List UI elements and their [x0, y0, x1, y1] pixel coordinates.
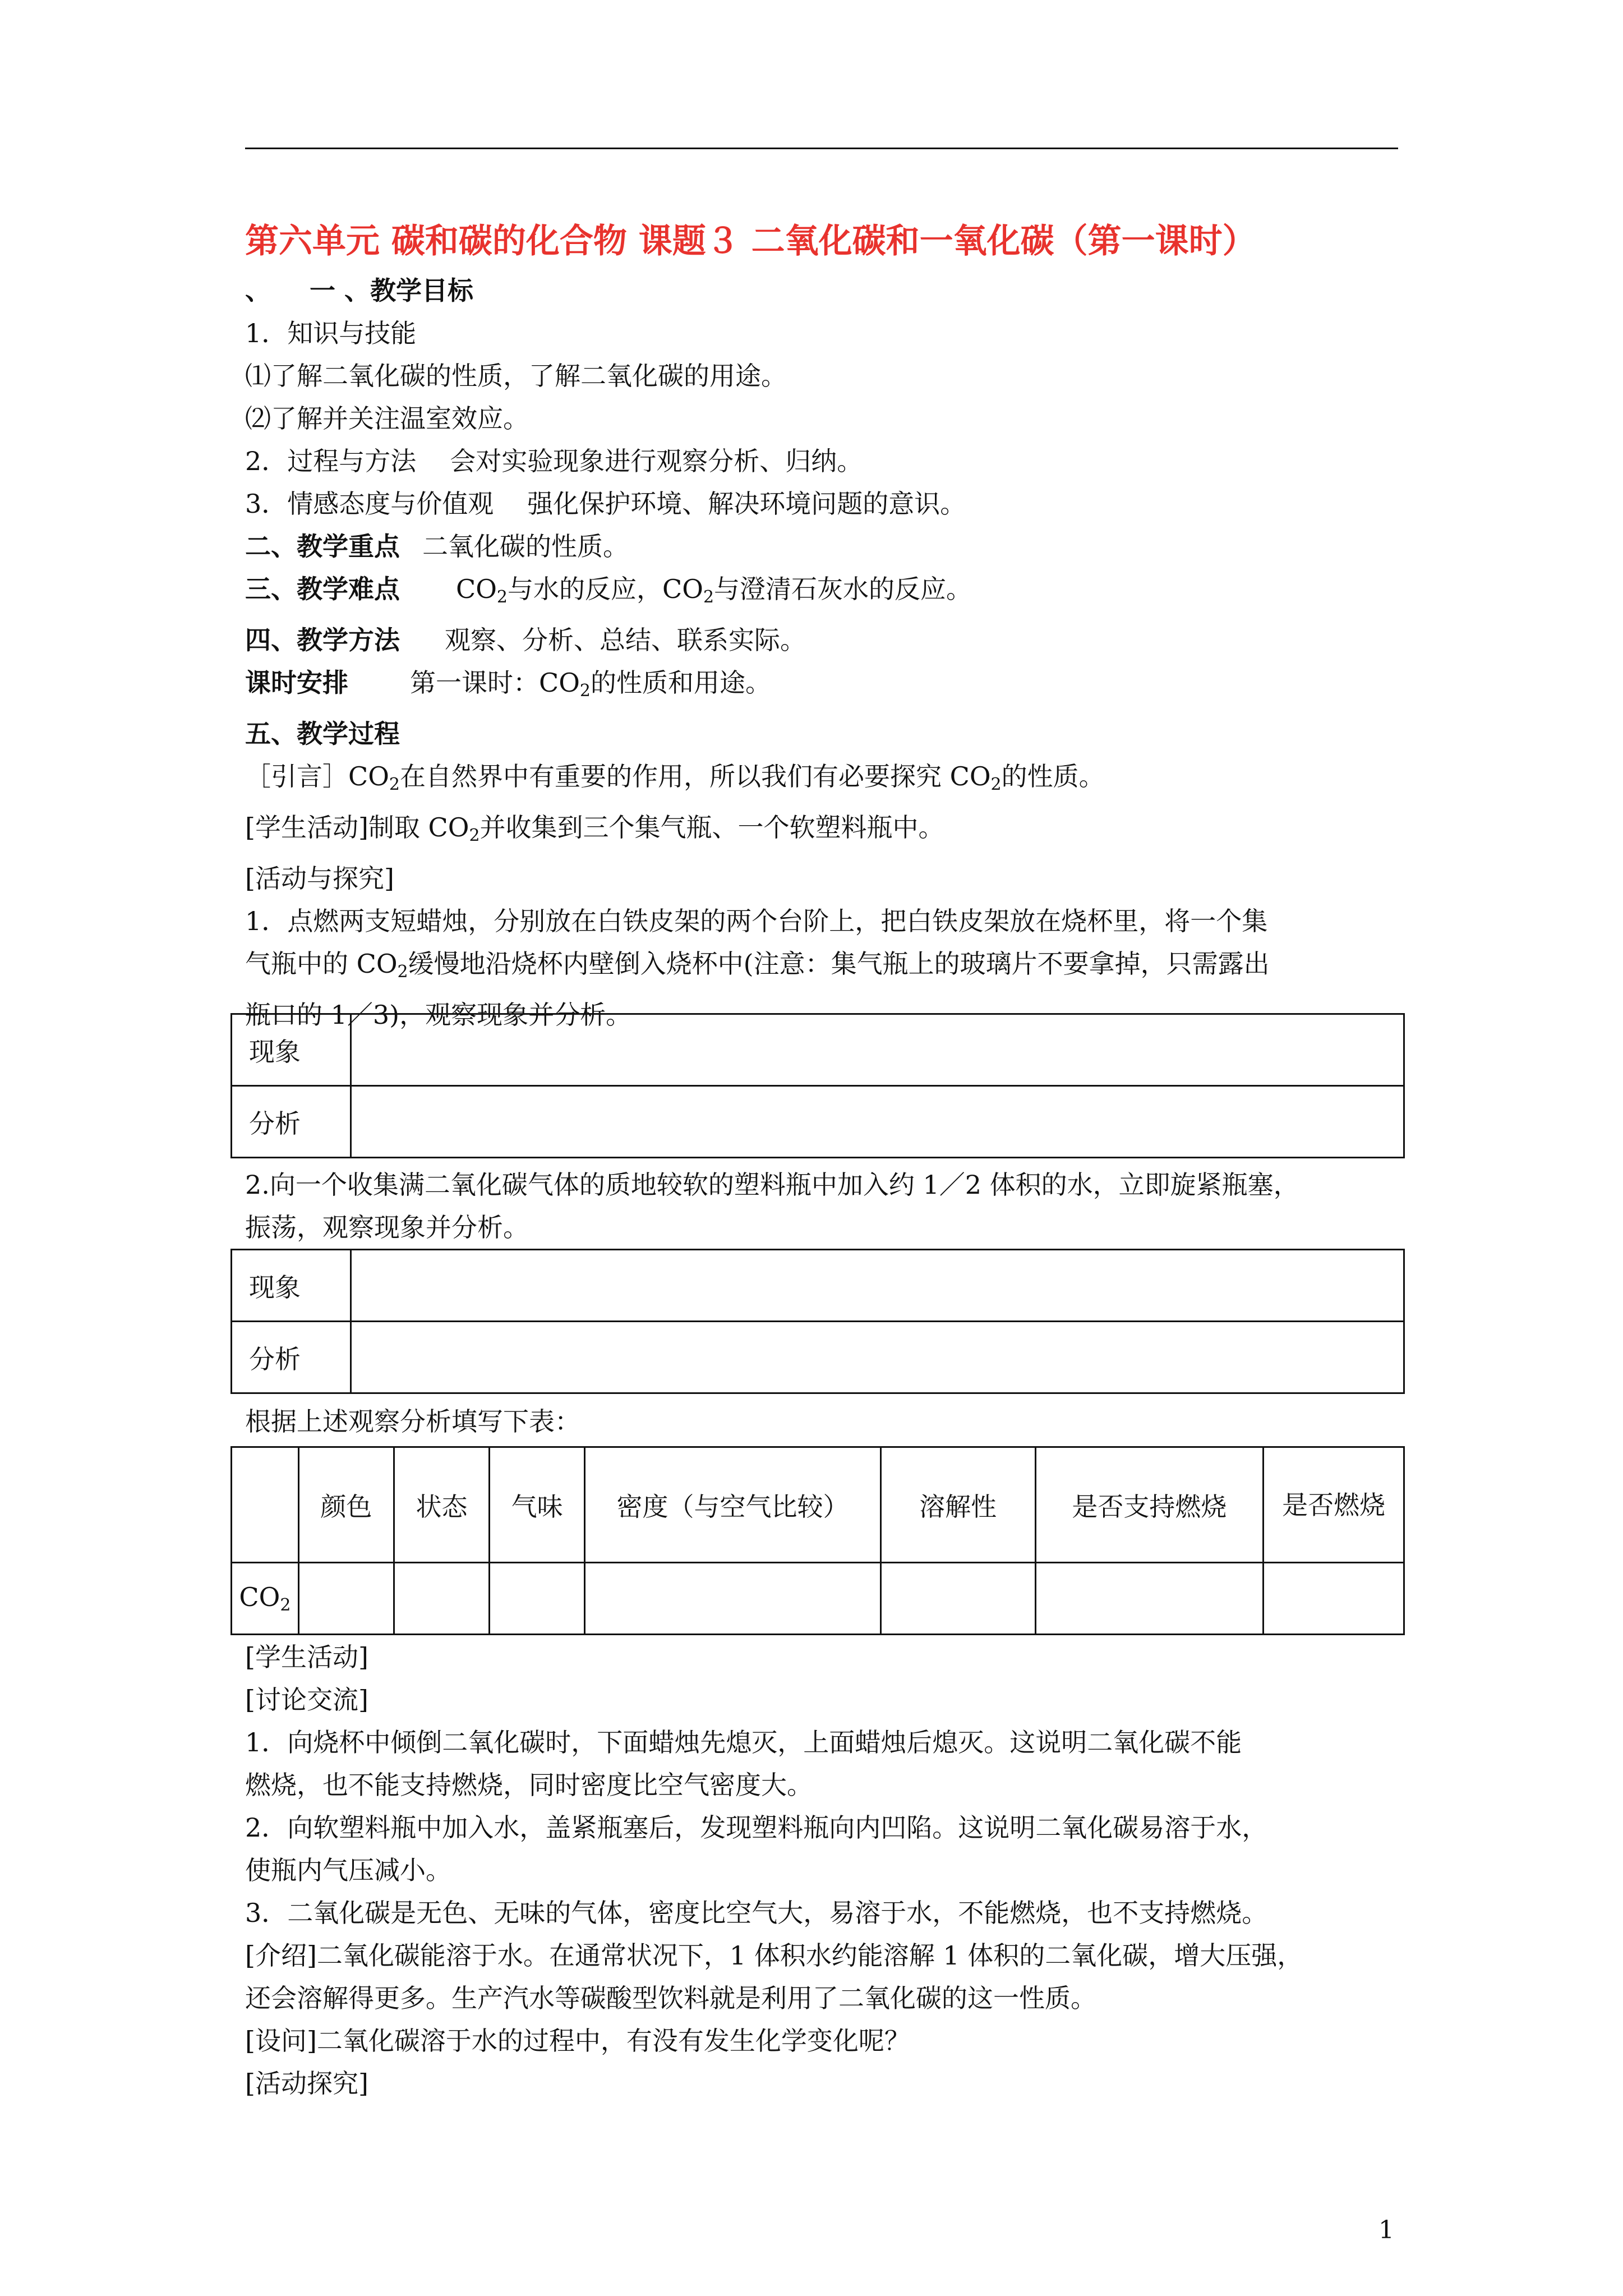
discussion-l2: [讨论交流] [245, 1685, 368, 1715]
process-heading: 五、教学过程 [245, 719, 400, 749]
document-body-4 [245, 1636, 1406, 2105]
discussion-l5: 2．向软塑料瓶中加入水，盖紧瓶塞后，发现塑料瓶向内凹陷。这说明二氧化碳易溶于水， [245, 1812, 1268, 1843]
table-header: 状态 [394, 1447, 489, 1563]
table-cell-label: 现象 [232, 1250, 351, 1322]
header-rule [245, 148, 1398, 149]
process-p2: [学生活动]制取 $CO_2$并收集到三个集气瓶、一个软塑料瓶中。 [245, 812, 944, 845]
table-cell-empty [1264, 1563, 1404, 1635]
page-number: 1 [1378, 2216, 1394, 2244]
table-header: 气味 [490, 1447, 585, 1563]
schedule-line: 课时安排 第一课时：$CO_2$的性质和用途。 [245, 668, 772, 701]
table-row-label: $CO_2$ [232, 1563, 299, 1635]
document-body [245, 213, 1406, 1036]
table-cell-empty [1035, 1563, 1264, 1635]
focus-line: 二、教学重点 二氧化碳的性质。 [245, 531, 629, 562]
goals-heading: 、 一 、教学目标 [245, 275, 474, 306]
table-cell-empty [490, 1563, 585, 1635]
process-p6: 瓶口的 1／3)，观察现象并分析。 [245, 1000, 632, 1030]
table-cell-empty [351, 1086, 1404, 1158]
table-cell-label: 分析 [232, 1322, 351, 1393]
discussion-l7: 3．二氧化碳是无色、无味的气体，密度比空气大，易溶于水，不能燃烧，也不支持燃烧。 [245, 1898, 1268, 1928]
process-p9: 根据上述观察分析填写下表： [245, 1406, 580, 1437]
properties-table [230, 1446, 1405, 1635]
table-cell-label: 现象 [232, 1014, 351, 1086]
process-p8: 振荡，观察现象并分析。 [245, 1212, 529, 1243]
discussion-l8: [介绍]二氧化碳能溶于水。在通常状况下，1 体积水约能溶解 1 体积的二氧化碳，增大压强， [245, 1940, 1303, 1971]
goal-k1b: ⑵了解并关注温室效应。 [245, 403, 529, 434]
observation-table-1 [230, 1013, 1405, 1158]
discussion-l1: [学生活动] [245, 1642, 368, 1672]
table-cell-label: 分析 [232, 1086, 351, 1158]
discussion-l6: 使瓶内气压减小。 [245, 1855, 451, 1885]
method-line: 四、教学方法 观察、分析、总结、联系实际。 [245, 625, 806, 655]
process-p3: [活动与探究] [245, 863, 394, 894]
goal-k1a: ⑴了解二氧化碳的性质，了解二氧化碳的用途。 [245, 361, 787, 391]
goal-k2: 2．过程与方法 会对实验现象进行观察分析、归纳。 [245, 446, 863, 476]
difficulty-line: 三、教学难点 $CO_2$与水的反应，$CO_2$与澄清石灰水的反应。 [245, 574, 972, 607]
table-cell-empty [298, 1563, 394, 1635]
document-body-3 [245, 1400, 1406, 1443]
table-cell-empty [351, 1250, 1404, 1322]
table-cell-empty [585, 1563, 881, 1635]
observation-table-2 [230, 1249, 1405, 1394]
document-body-2 [245, 1163, 1406, 1249]
goal-k3: 3．情感态度与价值观 强化保护环境、解决环境问题的意识。 [245, 489, 966, 519]
discussion-l3: 1．向烧杯中倾倒二氧化碳时，下面蜡烛先熄灭，上面蜡烛后熄灭。这说明二氧化碳不能 [245, 1727, 1242, 1757]
table-header: 是否燃烧 [1264, 1447, 1404, 1563]
table-cell-empty [351, 1014, 1404, 1086]
table-cell-empty [351, 1322, 1404, 1393]
process-p1: ［引言$]CO_2$在自然界中有重要的作用，所以我们有必要探究 $CO_2$的性质。 [245, 761, 1105, 794]
table-header: 溶解性 [880, 1447, 1035, 1563]
table-cell-empty [394, 1563, 489, 1635]
table-header: 颜色 [298, 1447, 394, 1563]
process-p5: 气瓶中的 $CO_2$缓慢地沿烧杯内壁倒入烧杯中(注意：集气瓶上的玻璃片不要拿掉，只需露出 [245, 949, 1270, 982]
discussion-l9: 还会溶解得更多。生产汽水等碳酸型饮料就是利用了二氧化碳的这一性质。 [245, 1983, 1096, 2013]
table-header: 是否支持燃烧 [1035, 1447, 1264, 1563]
table-header: 密度（与空气比较） [585, 1447, 881, 1563]
process-p7: 2.向一个收集满二氧化碳气体的质地较软的塑料瓶中加入约 1／2 体积的水，立即旋紧瓶塞， [245, 1170, 1299, 1200]
document-title: 第六单元 碳和碳的化合物 课题３ 二氧化碳和一氧化碳（第一课时） [245, 222, 1256, 261]
table-cell-empty [232, 1447, 299, 1563]
discussion-l10: [设问]二氧化碳溶于水的过程中，有没有发生化学变化呢？ [245, 2026, 910, 2056]
goal-k1: 1．知识与技能 [245, 318, 417, 348]
table-cell-empty [880, 1563, 1035, 1635]
process-p4: 1．点燃两支短蜡烛，分别放在白铁皮架的两个台阶上，把白铁皮架放在烧杯里，将一个集 [245, 906, 1268, 936]
discussion-l11: [活动探究] [245, 2068, 368, 2099]
discussion-l4: 燃烧，也不能支持燃烧，同时密度比空气密度大。 [245, 1770, 813, 1800]
